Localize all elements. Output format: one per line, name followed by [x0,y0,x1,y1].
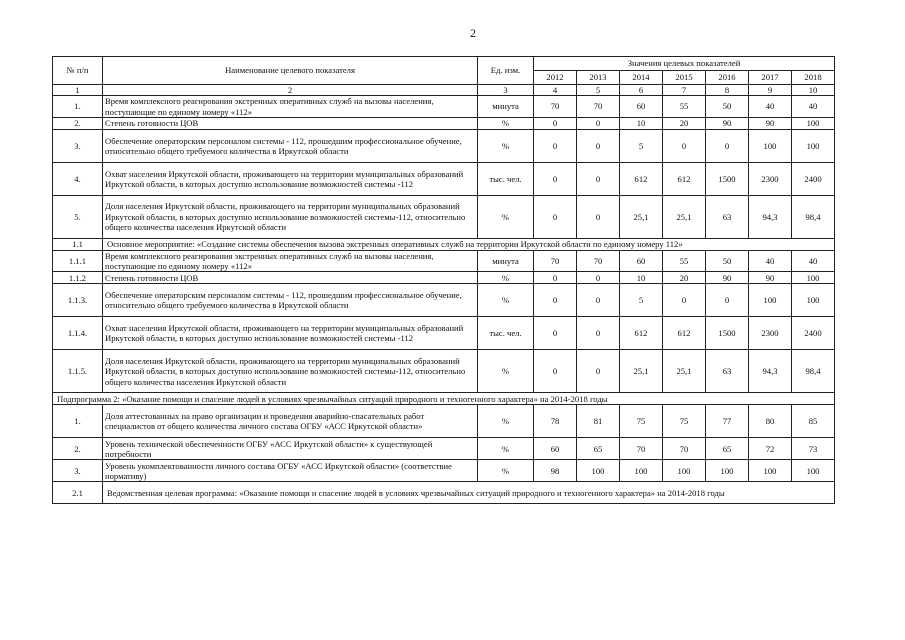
row-num: 4. [53,162,103,195]
value-cell: 10 [620,272,663,284]
header-index: 8 [706,85,749,96]
header-year: 2015 [663,71,706,85]
indicator-name: Доля населения Иркутской области, проживающего на территории муниципальных образований Иркутской области, в которых доступно использование возможностей системы-112, относительно общего количества населения Иркутской области [103,350,478,393]
value-cell: 0 [534,162,577,195]
value-cell: 70 [620,438,663,460]
unit: % [478,438,534,460]
value-cell: 98 [534,460,577,482]
value-cell: 100 [792,284,835,317]
value-cell: 20 [663,117,706,129]
subprogram-title: Подпрограмма 2: «Оказание помощи и спасение людей в условиях чрезвычайных ситуаций природного и техногенного характера» на 2014-2018 годы [53,393,835,405]
header-index: 4 [534,85,577,96]
unit: % [478,195,534,238]
value-cell: 75 [620,405,663,438]
indicators-table [52,56,835,504]
header-year: 2016 [706,71,749,85]
table-row [53,129,835,162]
table-row [53,238,835,250]
value-cell: 100 [792,117,835,129]
table-row [53,317,835,350]
table-row [53,117,835,129]
value-cell: 100 [706,460,749,482]
value-cell: 2400 [792,162,835,195]
value-cell: 0 [577,284,620,317]
value-cell: 612 [663,317,706,350]
value-cell: 73 [792,438,835,460]
header-name: Наименование целевого показателя [103,57,478,85]
header-year: 2018 [792,71,835,85]
value-cell: 90 [706,272,749,284]
value-cell: 40 [749,250,792,272]
value-cell: 100 [663,460,706,482]
value-cell: 77 [706,405,749,438]
value-cell: 2400 [792,317,835,350]
indicator-name: Степень готовности ЦОВ [103,272,478,284]
value-cell: 100 [749,284,792,317]
header-values-title: Значения целевых показателей [534,57,835,71]
value-cell: 612 [620,162,663,195]
value-cell: 2300 [749,317,792,350]
value-cell: 65 [577,438,620,460]
value-cell: 60 [620,250,663,272]
value-cell: 0 [534,350,577,393]
value-cell: 85 [792,405,835,438]
value-cell: 0 [534,284,577,317]
row-num: 3. [53,129,103,162]
value-cell: 0 [534,272,577,284]
unit: % [478,405,534,438]
row-num: 1.1.1 [53,250,103,272]
value-cell: 78 [534,405,577,438]
unit: тыс. чел. [478,162,534,195]
indicator-name: Обеспечение операторским персоналом системы - 112, прошедшим профессиональное обучение, относительно общего требуемого количества в Иркутской области [103,129,478,162]
indicator-name: Уровень укомплектованности личного состава ОГБУ «АСС Иркутской области» (соответствие нормативу) [103,460,478,482]
value-cell: 63 [706,350,749,393]
table-row [53,284,835,317]
table-row [53,162,835,195]
value-cell: 40 [792,96,835,118]
header-unit: Ед. изм. [478,57,534,85]
indicator-name: Обеспечение операторским персоналом системы - 112, прошедшим профессиональное обучение, относительно общего требуемого количества в Иркутской области [103,284,478,317]
table-row [53,482,835,504]
indicator-name: Время комплексного реагирования экстренных оперативных служб на вызовы населения, поступающие по единому номеру «112» [103,250,478,272]
value-cell: 0 [577,129,620,162]
value-cell: 25,1 [663,195,706,238]
row-num: 1.1.2 [53,272,103,284]
value-cell: 0 [706,284,749,317]
row-num: 5. [53,195,103,238]
value-cell: 65 [706,438,749,460]
value-cell: 1500 [706,162,749,195]
table-row [53,350,835,393]
value-cell: 90 [706,117,749,129]
table-row [53,272,835,284]
value-cell: 612 [620,317,663,350]
table-row [53,393,835,405]
value-cell: 75 [663,405,706,438]
table-body [53,96,835,504]
value-cell: 40 [792,250,835,272]
header-index: 1 [53,85,103,96]
section-title: Ведомственная целевая программа: «Оказание помощи и спасение людей в условиях чрезвычайных ситуаций природного и техногенного характера» на 2014-2018 годы [103,482,835,504]
indicator-name: Доля аттестованных на право организации и проведения аварийно-спасательных работ специалистов от общего количества личного состава ОГБУ «АСС Иркутской области» [103,405,478,438]
value-cell: 100 [749,129,792,162]
value-cell: 70 [534,250,577,272]
value-cell: 63 [706,195,749,238]
value-cell: 25,1 [663,350,706,393]
header-index: 9 [749,85,792,96]
value-cell: 90 [749,117,792,129]
value-cell: 0 [577,117,620,129]
row-num: 1.1.3. [53,284,103,317]
value-cell: 0 [534,117,577,129]
value-cell: 0 [577,162,620,195]
indicator-name: Время комплексного реагирования экстренных оперативных служб на вызовы населения, поступающие по единому номеру «112» [103,96,478,118]
value-cell: 60 [620,96,663,118]
value-cell: 0 [534,317,577,350]
value-cell: 98,4 [792,350,835,393]
value-cell: 0 [534,195,577,238]
row-num: 1. [53,96,103,118]
table-row [53,438,835,460]
value-cell: 55 [663,250,706,272]
value-cell: 0 [577,350,620,393]
value-cell: 100 [792,129,835,162]
value-cell: 50 [706,250,749,272]
value-cell: 5 [620,129,663,162]
row-num: 2. [53,438,103,460]
value-cell: 60 [534,438,577,460]
value-cell: 81 [577,405,620,438]
value-cell: 25,1 [620,195,663,238]
table-row [53,460,835,482]
value-cell: 0 [663,129,706,162]
value-cell: 100 [749,460,792,482]
header-year: 2012 [534,71,577,85]
value-cell: 50 [706,96,749,118]
page-number: 2 [470,26,476,40]
value-cell: 100 [577,460,620,482]
value-cell: 70 [663,438,706,460]
header-year: 2013 [577,71,620,85]
value-cell: 25,1 [620,350,663,393]
header-index: 3 [478,85,534,96]
row-num: 1.1 [53,238,103,250]
value-cell: 0 [577,272,620,284]
unit: % [478,350,534,393]
unit: минута [478,250,534,272]
header-year: 2017 [749,71,792,85]
value-cell: 100 [792,460,835,482]
value-cell: 40 [749,96,792,118]
unit: % [478,117,534,129]
indicator-name: Уровень технической обеспеченности ОГБУ «АСС Иркутской области» к существующей потребности [103,438,478,460]
value-cell: 94,3 [749,350,792,393]
unit: % [478,284,534,317]
table-row [53,405,835,438]
table-row [53,250,835,272]
unit: % [478,460,534,482]
value-cell: 10 [620,117,663,129]
row-num: 1.1.5. [53,350,103,393]
indicator-name: Доля населения Иркутской области, проживающего на территории муниципальных образований Иркутской области, в которых доступно использование возможностей системы-112, относительно общего количества населения Иркутской области [103,195,478,238]
value-cell: 80 [749,405,792,438]
value-cell: 100 [620,460,663,482]
header-index: 10 [792,85,835,96]
unit: тыс. чел. [478,317,534,350]
value-cell: 70 [534,96,577,118]
row-num: 3. [53,460,103,482]
value-cell: 70 [577,96,620,118]
unit: минута [478,96,534,118]
value-cell: 2300 [749,162,792,195]
header-num: № п/п [53,57,103,85]
unit: % [478,272,534,284]
header-index: 2 [103,85,478,96]
value-cell: 98,4 [792,195,835,238]
value-cell: 100 [792,272,835,284]
value-cell: 0 [577,195,620,238]
value-cell: 1500 [706,317,749,350]
value-cell: 72 [749,438,792,460]
table-row [53,195,835,238]
value-cell: 90 [749,272,792,284]
header-index: 6 [620,85,663,96]
indicator-name: Охват населения Иркутской области, проживающего на территории муниципальных образований Иркутской области, в которых доступно использование возможностей системы -112 [103,162,478,195]
value-cell: 0 [706,129,749,162]
value-cell: 0 [663,284,706,317]
indicators-table-wrapper [52,56,834,504]
row-num: 1. [53,405,103,438]
section-title: Основное мероприятие: «Создание системы обеспечения вызова экстренных оперативных служб на территории Иркутской области по единому номеру 112» [103,238,835,250]
unit: % [478,129,534,162]
value-cell: 94,3 [749,195,792,238]
header-year: 2014 [620,71,663,85]
row-num: 1.1.4. [53,317,103,350]
header-index: 7 [663,85,706,96]
table-row [53,96,835,118]
value-cell: 0 [577,317,620,350]
value-cell: 20 [663,272,706,284]
value-cell: 5 [620,284,663,317]
row-num: 2.1 [53,482,103,504]
value-cell: 612 [663,162,706,195]
value-cell: 0 [534,129,577,162]
header-index: 5 [577,85,620,96]
value-cell: 55 [663,96,706,118]
header-index-row [53,85,835,96]
row-num: 2. [53,117,103,129]
value-cell: 70 [577,250,620,272]
indicator-name: Охват населения Иркутской области, проживающего на территории муниципальных образований Иркутской области, в которых доступно использование возможностей системы -112 [103,317,478,350]
indicator-name: Степень готовности ЦОВ [103,117,478,129]
